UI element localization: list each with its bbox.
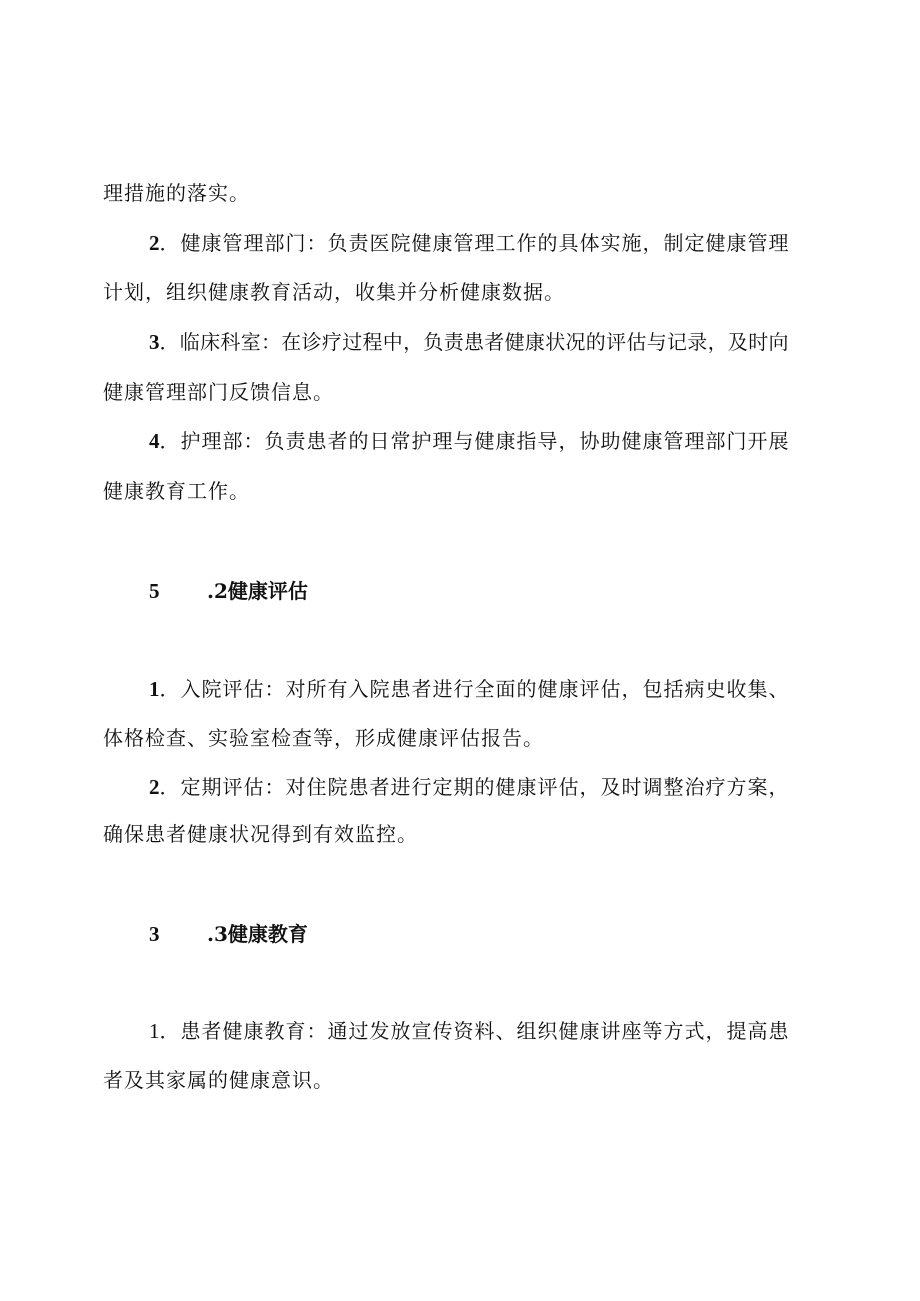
list-item-text: 体格检查、实验室检查等，形成健康评估报告。 bbox=[103, 726, 544, 750]
list-item-text: ．入院评估：对所有入院患者进行全面的健康评估，包括病史收集、 bbox=[159, 677, 790, 701]
list-item-2-line2 bbox=[103, 280, 565, 304]
paragraph-text: 理措施的落实。 bbox=[103, 181, 250, 205]
section-title: .3健康教育 bbox=[207, 922, 308, 946]
list-item-2-line1 bbox=[149, 231, 790, 255]
education-item-1-line1 bbox=[149, 1019, 790, 1043]
list-item-text: 者及其家属的健康意识。 bbox=[103, 1068, 334, 1092]
list-item-number: 2 bbox=[149, 231, 160, 255]
list-item-text: 健康管理部门反馈信息。 bbox=[103, 380, 334, 404]
section-heading-health-assessment bbox=[149, 579, 308, 603]
assessment-item-1-line2 bbox=[103, 726, 544, 750]
section-title: .2健康评估 bbox=[207, 579, 308, 603]
section-number: 3 bbox=[149, 922, 160, 946]
list-item-text: ．患者健康教育：通过发放宣传资料、组织健康讲座等方式，提高患 bbox=[159, 1019, 790, 1043]
list-item-number: 4 bbox=[149, 429, 160, 453]
list-item-text: ．定期评估：对住院患者进行定期的健康评估，及时调整治疗方案， bbox=[159, 775, 790, 799]
education-item-1-line2 bbox=[103, 1068, 334, 1092]
list-item-text: ．护理部：负责患者的日常护理与健康指导，协助健康管理部门开展 bbox=[159, 429, 790, 453]
list-item-4-line2 bbox=[103, 479, 250, 503]
list-item-text: 确保患者健康状况得到有效监控。 bbox=[103, 822, 418, 846]
list-item-number: 3 bbox=[149, 330, 160, 354]
list-item-4-line1 bbox=[149, 429, 790, 453]
list-item-number: 2 bbox=[149, 775, 160, 799]
list-item-text: ．临床科室：在诊疗过程中，负责患者健康状况的评估与记录，及时向 bbox=[159, 330, 789, 354]
section-number: 5 bbox=[149, 579, 160, 603]
list-item-number: 1 bbox=[149, 677, 160, 701]
list-item-3-line1 bbox=[149, 330, 789, 354]
assessment-item-2-line1 bbox=[149, 775, 790, 799]
list-item-text: 计划，组织健康教育活动，收集并分析健康数据。 bbox=[103, 280, 565, 304]
assessment-item-1-line1 bbox=[149, 677, 790, 701]
list-item-text: ．健康管理部门：负责医院健康管理工作的具体实施，制定健康管理 bbox=[159, 231, 790, 255]
list-item-text: 健康教育工作。 bbox=[103, 479, 250, 503]
assessment-item-2-line2 bbox=[103, 822, 418, 846]
list-item-number: 1 bbox=[149, 1019, 160, 1043]
section-heading-health-education bbox=[149, 922, 308, 946]
paragraph-continuation bbox=[103, 181, 250, 205]
list-item-3-line2 bbox=[103, 380, 334, 404]
